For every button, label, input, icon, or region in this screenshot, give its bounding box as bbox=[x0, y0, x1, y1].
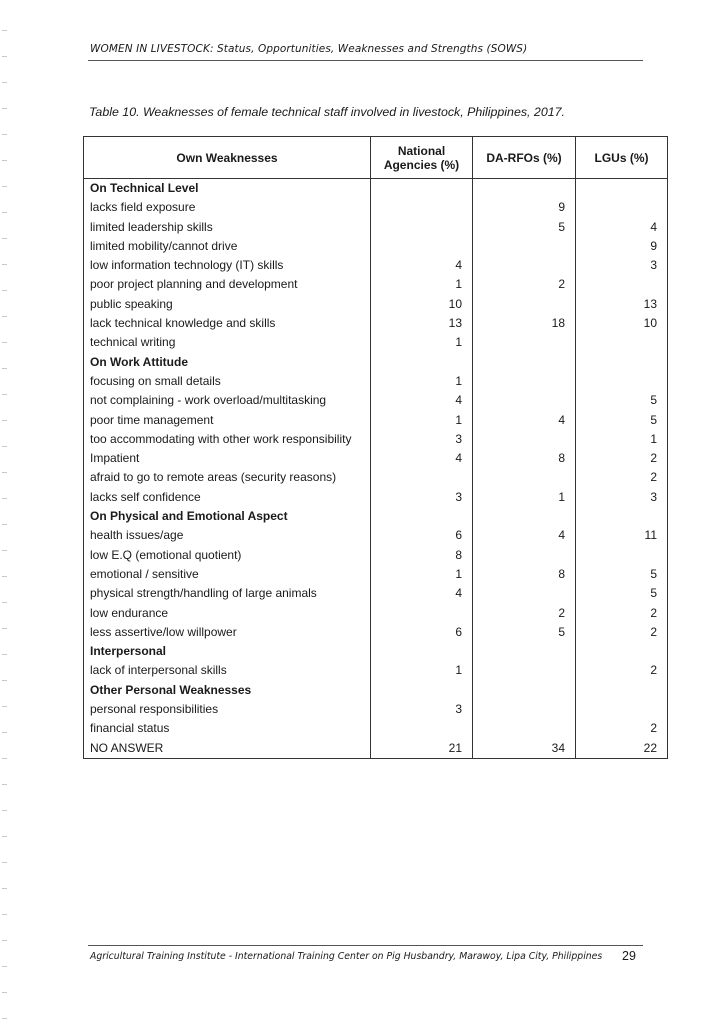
cell-da-rfos: 5 bbox=[473, 623, 576, 642]
cell-lgus: 5 bbox=[576, 411, 668, 430]
cell-lgus: 2 bbox=[576, 719, 668, 738]
margin-mark bbox=[2, 966, 7, 967]
margin-mark bbox=[2, 940, 7, 941]
row-label: afraid to go to remote areas (security reasons) bbox=[84, 468, 371, 487]
cell-da-rfos bbox=[473, 642, 576, 661]
cell-lgus: 13 bbox=[576, 295, 668, 314]
margin-mark bbox=[2, 888, 7, 889]
table-row bbox=[84, 468, 668, 487]
cell-national-agencies: 1 bbox=[371, 275, 473, 294]
margin-mark bbox=[2, 550, 7, 551]
cell-national-agencies bbox=[371, 218, 473, 237]
cell-da-rfos bbox=[473, 546, 576, 565]
row-label: Impatient bbox=[84, 449, 371, 468]
cell-da-rfos: 1 bbox=[473, 488, 576, 507]
margin-mark bbox=[2, 498, 7, 499]
row-label: lack of interpersonal skills bbox=[84, 661, 371, 680]
cell-national-agencies: 4 bbox=[371, 256, 473, 275]
margin-mark bbox=[2, 1018, 7, 1019]
cell-lgus bbox=[576, 372, 668, 391]
row-label: focusing on small details bbox=[84, 372, 371, 391]
margin-mark bbox=[2, 810, 7, 811]
row-label: personal responsibilities bbox=[84, 700, 371, 719]
cell-da-rfos bbox=[473, 507, 576, 526]
cell-lgus: 5 bbox=[576, 565, 668, 584]
cell-lgus bbox=[576, 275, 668, 294]
row-label: lacks self confidence bbox=[84, 488, 371, 507]
cell-national-agencies: 21 bbox=[371, 739, 473, 759]
margin-mark bbox=[2, 706, 7, 707]
margin-mark bbox=[2, 368, 7, 369]
cell-lgus bbox=[576, 179, 668, 199]
table-row bbox=[84, 700, 668, 719]
row-label: low information technology (IT) skills bbox=[84, 256, 371, 275]
cell-national-agencies bbox=[371, 642, 473, 661]
margin-mark bbox=[2, 732, 7, 733]
cell-lgus: 10 bbox=[576, 314, 668, 333]
cell-da-rfos: 2 bbox=[473, 604, 576, 623]
table-row bbox=[84, 546, 668, 565]
table-row bbox=[84, 623, 668, 642]
row-label: Other Personal Weaknesses bbox=[84, 681, 371, 700]
table-row bbox=[84, 256, 668, 275]
cell-national-agencies: 10 bbox=[371, 295, 473, 314]
margin-mark bbox=[2, 680, 7, 681]
cell-lgus: 3 bbox=[576, 256, 668, 275]
cell-lgus bbox=[576, 333, 668, 352]
row-label: poor time management bbox=[84, 411, 371, 430]
table-row bbox=[84, 295, 668, 314]
cell-da-rfos bbox=[473, 372, 576, 391]
table-row bbox=[84, 333, 668, 352]
margin-mark bbox=[2, 472, 7, 473]
header-rule bbox=[88, 60, 643, 61]
cell-da-rfos bbox=[473, 391, 576, 410]
row-label: not complaining - work overload/multitasking bbox=[84, 391, 371, 410]
cell-da-rfos bbox=[473, 179, 576, 199]
table-section-row bbox=[84, 642, 668, 661]
row-label: lacks field exposure bbox=[84, 198, 371, 217]
row-label: On Technical Level bbox=[84, 179, 371, 199]
table-section-row bbox=[84, 681, 668, 700]
cell-national-agencies: 6 bbox=[371, 623, 473, 642]
table-row bbox=[84, 237, 668, 256]
cell-national-agencies: 1 bbox=[371, 565, 473, 584]
row-label: too accommodating with other work responsibility bbox=[84, 430, 371, 449]
cell-national-agencies bbox=[371, 681, 473, 700]
margin-mark bbox=[2, 238, 7, 239]
cell-national-agencies bbox=[371, 719, 473, 738]
cell-da-rfos bbox=[473, 681, 576, 700]
margin-mark bbox=[2, 862, 7, 863]
cell-da-rfos: 18 bbox=[473, 314, 576, 333]
col-header-national-line1: National bbox=[397, 143, 446, 158]
cell-lgus: 2 bbox=[576, 449, 668, 468]
cell-national-agencies: 1 bbox=[371, 661, 473, 680]
table-section-row bbox=[84, 179, 668, 199]
page-number: 29 bbox=[622, 949, 636, 963]
cell-lgus: 22 bbox=[576, 739, 668, 759]
margin-mark bbox=[2, 212, 7, 213]
cell-da-rfos: 2 bbox=[473, 275, 576, 294]
col-header-national-agencies bbox=[371, 137, 473, 179]
scan-margin-marks bbox=[2, 30, 8, 1020]
col-header-own-weaknesses: Own Weaknesses bbox=[84, 137, 371, 179]
row-label: NO ANSWER bbox=[84, 739, 371, 759]
cell-lgus bbox=[576, 198, 668, 217]
table-row bbox=[84, 661, 668, 680]
table-row bbox=[84, 314, 668, 333]
footer-text: Agricultural Training Institute - International Training Center on Pig Husbandry, Marawoy, Lipa City, Philippines bbox=[90, 951, 603, 962]
cell-national-agencies: 3 bbox=[371, 488, 473, 507]
row-label: less assertive/low willpower bbox=[84, 623, 371, 642]
table-row bbox=[84, 391, 668, 410]
margin-mark bbox=[2, 628, 7, 629]
cell-national-agencies bbox=[371, 353, 473, 372]
margin-mark bbox=[2, 82, 7, 83]
table-header-row bbox=[84, 137, 668, 179]
row-label: Interpersonal bbox=[84, 642, 371, 661]
cell-lgus: 11 bbox=[576, 526, 668, 545]
margin-mark bbox=[2, 654, 7, 655]
margin-mark bbox=[2, 56, 7, 57]
table-row bbox=[84, 372, 668, 391]
margin-mark bbox=[2, 394, 7, 395]
row-label: On Physical and Emotional Aspect bbox=[84, 507, 371, 526]
cell-lgus: 5 bbox=[576, 584, 668, 603]
cell-national-agencies: 3 bbox=[371, 430, 473, 449]
table-row bbox=[84, 449, 668, 468]
row-label: poor project planning and development bbox=[84, 275, 371, 294]
margin-mark bbox=[2, 758, 7, 759]
cell-da-rfos: 4 bbox=[473, 526, 576, 545]
table-section-row bbox=[84, 507, 668, 526]
table-row bbox=[84, 198, 668, 217]
col-header-national-line2: Agencies (%) bbox=[383, 157, 460, 172]
row-label: public speaking bbox=[84, 295, 371, 314]
cell-lgus bbox=[576, 642, 668, 661]
margin-mark bbox=[2, 836, 7, 837]
table-row bbox=[84, 739, 668, 759]
margin-mark bbox=[2, 264, 7, 265]
table-row bbox=[84, 584, 668, 603]
margin-mark bbox=[2, 316, 7, 317]
cell-da-rfos: 4 bbox=[473, 411, 576, 430]
cell-lgus: 3 bbox=[576, 488, 668, 507]
cell-lgus: 5 bbox=[576, 391, 668, 410]
cell-lgus: 2 bbox=[576, 468, 668, 487]
table-row bbox=[84, 604, 668, 623]
cell-lgus: 2 bbox=[576, 661, 668, 680]
cell-da-rfos bbox=[473, 256, 576, 275]
cell-lgus: 9 bbox=[576, 237, 668, 256]
row-label: low endurance bbox=[84, 604, 371, 623]
cell-national-agencies: 13 bbox=[371, 314, 473, 333]
margin-mark bbox=[2, 108, 7, 109]
margin-mark bbox=[2, 290, 7, 291]
cell-national-agencies: 1 bbox=[371, 333, 473, 352]
cell-lgus: 2 bbox=[576, 604, 668, 623]
cell-national-agencies bbox=[371, 198, 473, 217]
margin-mark bbox=[2, 524, 7, 525]
cell-lgus bbox=[576, 681, 668, 700]
cell-national-agencies bbox=[371, 237, 473, 256]
cell-da-rfos bbox=[473, 719, 576, 738]
cell-da-rfos: 8 bbox=[473, 565, 576, 584]
col-header-da-rfos: DA-RFOs (%) bbox=[473, 137, 576, 179]
margin-mark bbox=[2, 602, 7, 603]
row-label: low E.Q (emotional quotient) bbox=[84, 546, 371, 565]
cell-da-rfos bbox=[473, 661, 576, 680]
cell-da-rfos: 5 bbox=[473, 218, 576, 237]
cell-da-rfos: 9 bbox=[473, 198, 576, 217]
row-label: technical writing bbox=[84, 333, 371, 352]
cell-da-rfos: 8 bbox=[473, 449, 576, 468]
cell-national-agencies bbox=[371, 604, 473, 623]
margin-mark bbox=[2, 914, 7, 915]
table-row bbox=[84, 565, 668, 584]
table-row bbox=[84, 719, 668, 738]
table-row bbox=[84, 411, 668, 430]
cell-national-agencies: 4 bbox=[371, 391, 473, 410]
col-header-lgus: LGUs (%) bbox=[576, 137, 668, 179]
cell-national-agencies: 1 bbox=[371, 372, 473, 391]
cell-da-rfos bbox=[473, 237, 576, 256]
margin-mark bbox=[2, 420, 7, 421]
cell-da-rfos bbox=[473, 295, 576, 314]
table-section-row bbox=[84, 353, 668, 372]
table-row bbox=[84, 488, 668, 507]
cell-da-rfos bbox=[473, 333, 576, 352]
cell-national-agencies: 6 bbox=[371, 526, 473, 545]
margin-mark bbox=[2, 992, 7, 993]
cell-lgus bbox=[576, 507, 668, 526]
table-caption: Table 10. Weaknesses of female technical staff involved in livestock, Philippines, 2017. bbox=[89, 105, 565, 119]
cell-lgus bbox=[576, 546, 668, 565]
cell-national-agencies bbox=[371, 179, 473, 199]
cell-lgus bbox=[576, 353, 668, 372]
margin-mark bbox=[2, 160, 7, 161]
table-row bbox=[84, 275, 668, 294]
cell-national-agencies: 8 bbox=[371, 546, 473, 565]
row-label: lack technical knowledge and skills bbox=[84, 314, 371, 333]
cell-da-rfos bbox=[473, 700, 576, 719]
cell-lgus: 4 bbox=[576, 218, 668, 237]
table-row bbox=[84, 430, 668, 449]
margin-mark bbox=[2, 186, 7, 187]
cell-national-agencies bbox=[371, 507, 473, 526]
row-label: limited mobility/cannot drive bbox=[84, 237, 371, 256]
cell-da-rfos bbox=[473, 430, 576, 449]
cell-da-rfos bbox=[473, 468, 576, 487]
margin-mark bbox=[2, 784, 7, 785]
row-label: financial status bbox=[84, 719, 371, 738]
table-row bbox=[84, 526, 668, 545]
cell-national-agencies: 4 bbox=[371, 584, 473, 603]
margin-mark bbox=[2, 576, 7, 577]
cell-lgus: 1 bbox=[576, 430, 668, 449]
footer-rule bbox=[88, 945, 643, 946]
cell-national-agencies: 3 bbox=[371, 700, 473, 719]
margin-mark bbox=[2, 134, 7, 135]
running-header: WOMEN IN LIVESTOCK: Status, Opportunities, Weaknesses and Strengths (SOWS) bbox=[90, 43, 528, 55]
cell-da-rfos bbox=[473, 353, 576, 372]
row-label: health issues/age bbox=[84, 526, 371, 545]
weaknesses-table bbox=[83, 136, 668, 759]
cell-national-agencies bbox=[371, 468, 473, 487]
row-label: limited leadership skills bbox=[84, 218, 371, 237]
cell-lgus bbox=[576, 700, 668, 719]
cell-lgus: 2 bbox=[576, 623, 668, 642]
margin-mark bbox=[2, 446, 7, 447]
cell-da-rfos bbox=[473, 584, 576, 603]
row-label: emotional / sensitive bbox=[84, 565, 371, 584]
table-row bbox=[84, 218, 668, 237]
cell-national-agencies: 4 bbox=[371, 449, 473, 468]
row-label: On Work Attitude bbox=[84, 353, 371, 372]
cell-national-agencies: 1 bbox=[371, 411, 473, 430]
margin-mark bbox=[2, 30, 7, 31]
margin-mark bbox=[2, 342, 7, 343]
row-label: physical strength/handling of large animals bbox=[84, 584, 371, 603]
cell-da-rfos: 34 bbox=[473, 739, 576, 759]
